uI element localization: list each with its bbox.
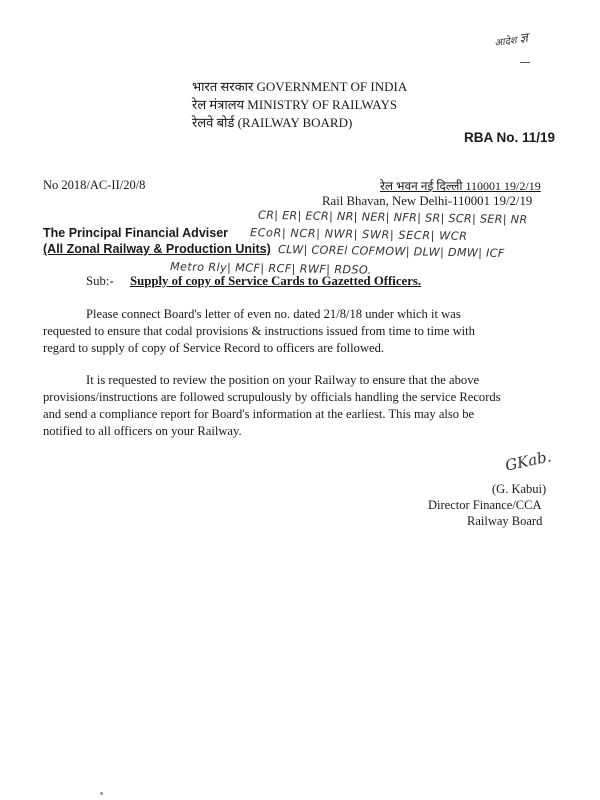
file-number: No 2018/AC-II/20/8 bbox=[43, 178, 146, 192]
handwritten-note-word-1: आदेश bbox=[493, 35, 518, 50]
paragraph-2-line-3: and send a compliance report for Board's information at the earliest. This may also be bbox=[43, 407, 475, 421]
address-line: Rail Bhavan, New Delhi-110001 19/2/19 bbox=[322, 194, 533, 208]
subject-text: Supply of copy of Service Cards to Gazetted Officers. bbox=[130, 274, 422, 288]
reference-number: RBA No. 11/19 bbox=[464, 130, 556, 145]
handwritten-dash bbox=[520, 62, 530, 63]
signatory-office: Railway Board bbox=[467, 514, 543, 528]
date-stamp: रेल भवन नई दिल्ली 110001 19/2/19 bbox=[380, 179, 541, 193]
letterhead-line-1: भारत सरकार GOVERNMENT OF INDIA bbox=[192, 79, 408, 94]
signatory-designation: Director Finance/CCA bbox=[428, 498, 542, 512]
handwritten-note-word-2: ज्ञ bbox=[518, 30, 529, 47]
handwritten-note-top bbox=[493, 28, 529, 51]
subject-label: Sub:- bbox=[86, 274, 114, 288]
handwritten-recipients-line-4: Metro Rly| MCF| RCF| RWF| RDSO. bbox=[169, 260, 372, 277]
handwritten-recipients-line-1: CR| ER| ECR| NR| NER| NFR| SR| SCR| SER| NR bbox=[257, 208, 528, 227]
handwritten-recipients-line-2: ECoR| NCR| NWR| SWR| SECR| WCR bbox=[249, 226, 468, 243]
letterhead-line-2: रेल मंत्रालय MINISTRY OF RAILWAYS bbox=[192, 97, 398, 112]
paragraph-2-line-4: notified to all officers on your Railway. bbox=[43, 424, 242, 438]
signatory-name: (G. Kabui) bbox=[492, 482, 547, 496]
paragraph-2-line-2: provisions/instructions are followed scrupulously by officials handling the service Records bbox=[43, 390, 501, 404]
paragraph-2-line-1: It is requested to review the position on your Railway to ensure that the above bbox=[86, 373, 480, 387]
paragraph-1-line-1: Please connect Board's letter of even no. dated 21/8/18 under which it was bbox=[86, 307, 461, 321]
paragraph-1-line-3: regard to supply of copy of Service Record to officers are followed. bbox=[43, 341, 385, 355]
addressee-title: The Principal Financial Adviser bbox=[43, 226, 229, 240]
signature-scrawl: GKab. bbox=[503, 447, 553, 475]
paragraph-2 bbox=[43, 372, 553, 440]
addressee-units: (All Zonal Railway & Production Units) bbox=[43, 242, 271, 256]
letterhead-line-3: रेलवे बोर्ड (RAILWAY BOARD) bbox=[192, 115, 353, 130]
paragraph-1-line-2: requested to ensure that codal provisions & instructions issued from time to time with bbox=[43, 324, 475, 338]
paragraph-1 bbox=[43, 306, 553, 357]
scan-speck bbox=[100, 792, 103, 795]
handwritten-recipients-line-3: CLW| COREl COFMOW| DLW| DMW| ICF bbox=[277, 243, 505, 260]
